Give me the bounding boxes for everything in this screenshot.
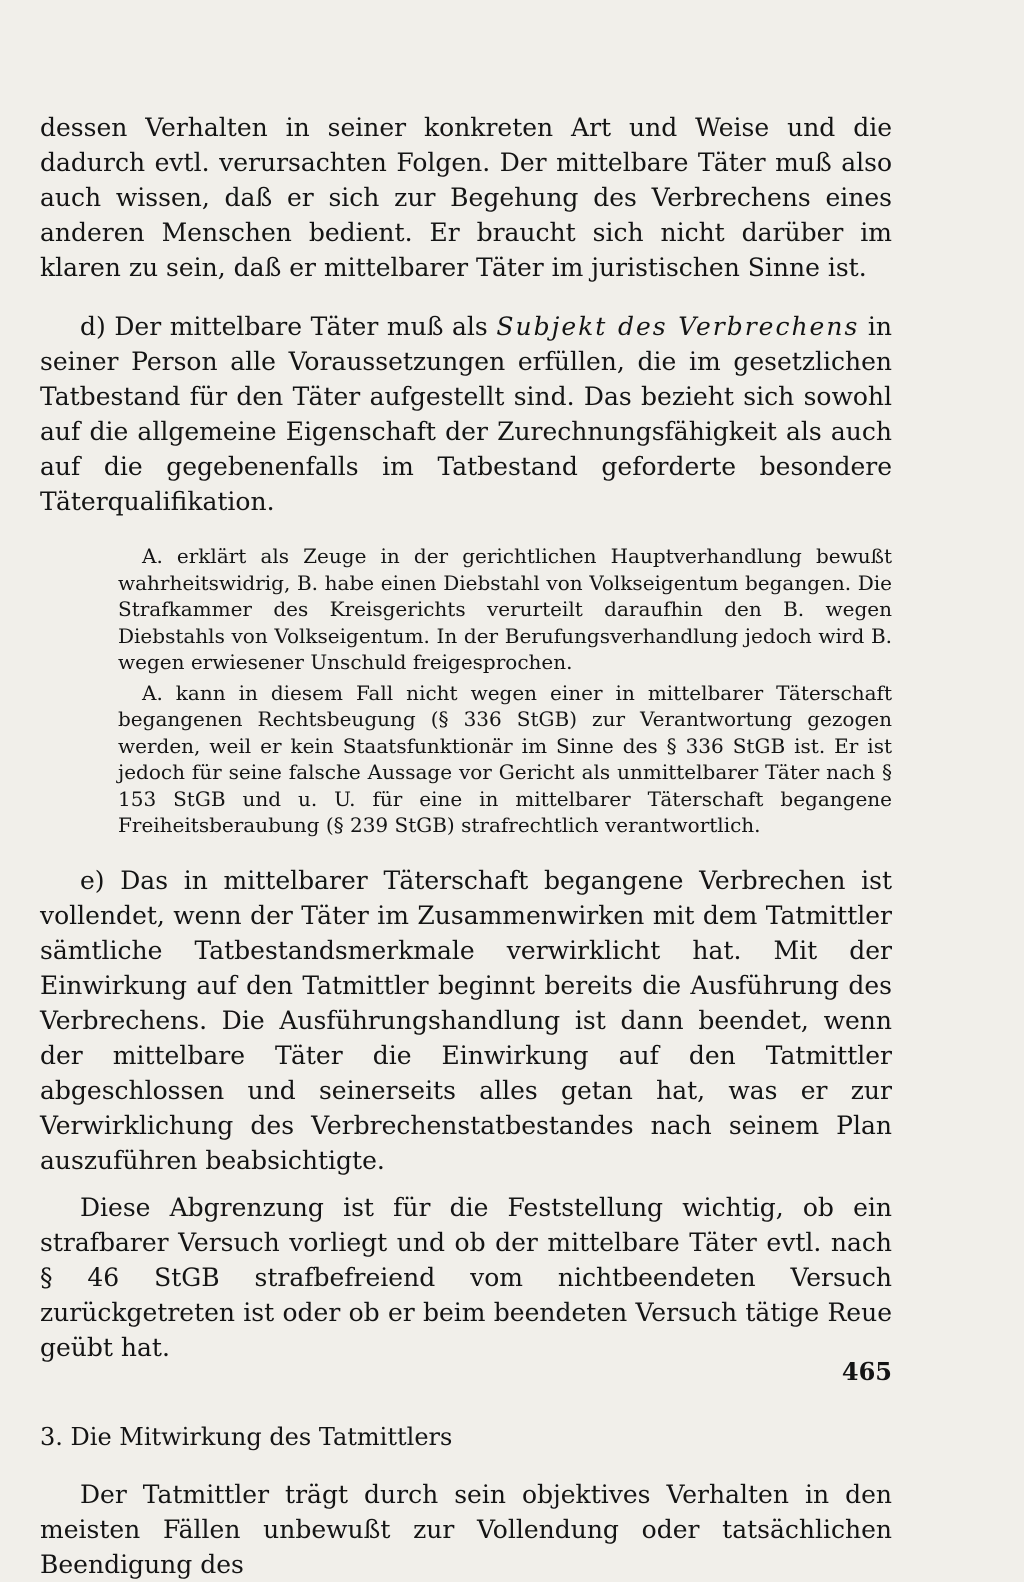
paragraph-continuation: dessen Verhalten in seiner konkreten Art und Weise und die dadurch evtl. verursachten Folgen. Der mittelbare Täter muß also auch wissen, daß er sich zur Begehung des Verbrechens eines anderen Menschen bedient. Er braucht sich nicht darüber im klaren zu sein, daß er mittelbarer Täter im juristischen Sinne ist. xyxy=(40,113,892,282)
paragraph-d-rest: in seiner Person alle Voraussetzungen erfüllen, die im gesetzlichen Tatbestand für den Täter aufgestellt sind. Das bezieht sich sowohl auf die allgemeine Eigenschaft der Zurechnungsfähigkeit als auch auf die gegebenenfalls im Tatbestand geforderte besondere Täterqualifikation. xyxy=(40,312,893,516)
section-heading: 3. Die Mitwirkung des Tatmittlers xyxy=(40,1422,453,1451)
example-case xyxy=(40,543,892,676)
paragraph-d-emphasis: Subjekt des Verbrechens xyxy=(496,312,860,341)
paragraph-tatmittler: Der Tatmittler trägt durch sein objektives Verhalten in den meisten Fällen unbewußt zur Vollendung oder tatsächlichen Beendigung des xyxy=(40,1479,892,1579)
paragraph-e: e) Das in mittelbarer Täterschaft begangene Verbrechen ist vollendet, wenn der Täter im Zusammenwirken mit dem Tatmittler sämtliche Tatbestandsmerkmale verwirklicht hat. Mit der Einwirkung auf den Tatmittler beginnt bereits die Ausführung des Verbrechens. Die Ausführungshandlung ist dann beendet, wenn der mittelbare Täter die Einwirkung auf den Tatmittler abgeschlossen und seinerseits alles getan hat, was er zur Verwirklichung des Verbrechenstatbestandes nach seinem Plan auszuführen beabsichtigte. xyxy=(40,865,892,1175)
example-explanation xyxy=(40,680,892,839)
example-case-text: A. erklärt als Zeuge in der gerichtlichen Hauptverhandlung bewußt wahrheitswidrig, B. habe einen Diebstahl von Volkseigentum begangen. Die Strafkammer des Kreisgerichts verurteilt daraufhin den B. wegen Diebstahls von Volkseigentum. In der Berufungsverhandlung jedoch wird B. wegen erwiesener Unschuld freigesprochen. xyxy=(118,544,892,674)
paragraph-d-prefix: d) Der mittelbare Täter muß als xyxy=(80,312,497,341)
page-number: 465 xyxy=(841,1357,892,1386)
example-explanation-text: A. kann in diesem Fall nicht wegen einer in mittelbarer Täterschaft begangenen Rechtsbeugung (§ 336 StGB) zur Verantwortung gezogen werden, weil er kein Staatsfunktionär im Sinne des § 336 StGB ist. Er ist jedoch für seine falsche Aussage vor Gericht als unmittelbarer Täter nach § 153 StGB und u. U. für eine in mittelbarer Täterschaft begangene Freiheitsberaubung (§ 239 StGB) strafrechtlich verantwortlich. xyxy=(118,680,892,837)
paragraph-abgrenzung: Diese Abgrenzung ist für die Feststellung wichtig, ob ein strafbarer Versuch vorliegt und ob der mittelbare Täter evtl. nach § 46 StGB strafbefreiend vom nichtbeendeten Versuch zurückgetreten ist oder ob er beim beendeten Versuch tätige Reue geübt hat. xyxy=(40,1192,892,1362)
paragraph-d xyxy=(40,309,892,519)
